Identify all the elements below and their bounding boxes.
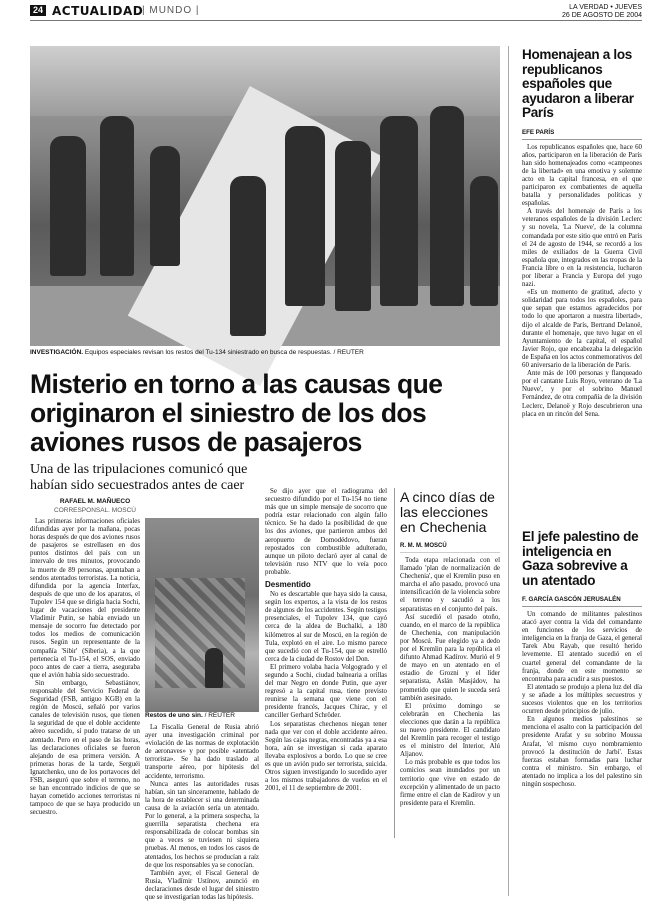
paragraph: No es descartable que haya sido la causa, según los expertos, a la vista de los restos de algunos de los accidentes. Según testigos presenciales, el Tupolev 134, que cayó cerca de la aldea de Buchalki, a 180 kilómetros al sur de Moscú, en la región de Tula, explotó en el aire. Lo mismo parece que sucedió con el Tu-154, que se estrelló cerca de la ciudad de Rostov del Don. bbox=[265, 591, 387, 663]
wreckage-photo bbox=[145, 518, 259, 712]
paragraph: Lo más probable es que todos los comicios sean inundados por un territorio que vive en estado de excepción y alimentado de un pacto firme entre el clan de Kadírov y un presidente para el Kremlin. bbox=[400, 759, 500, 807]
side-story-1-byline: EFE PARÍS bbox=[522, 129, 642, 140]
paragraph: La Fiscalía General de Rusia abrió ayer una investigación criminal por «violación de las normas de explotación de aeronaves» y por posible «atentado terrorista». Se ha dado traslado al transporte aéreo, por hipótesis del accidente, terrorismo. bbox=[145, 724, 259, 780]
side-story-2 bbox=[522, 530, 642, 911]
paragraph: En algunos medios palestinos se menciona el asalto con la participación del presidente Arafat y su sobrino Moussa Arafat, 'el mismo cuyo nombramiento provocó la destitución de Jarbi'. Estas fuerzas estaban formadas para luchar contra el ministro. Sin embargo, el atentado no implica a los del palestino sin ningún sospechoso. bbox=[522, 716, 642, 788]
paragraph: Toda etapa relacionada con el llamado 'plan de normalización de Chechenia', que el Kremlin puso en marcha el año pasado, provocó una intensificación de la violencia sobre el terreno y sacudió a los separatistas en el conjunto del país. bbox=[400, 557, 500, 613]
side-story-1-title: Homenajean a los republicanos españoles que ayudaron a liberar París bbox=[522, 47, 634, 120]
caption-credit: / REUTER bbox=[202, 712, 235, 719]
sidebar-box-chechenia bbox=[394, 488, 500, 838]
subhead-desmentido: Desmentido bbox=[265, 580, 311, 590]
wreckage-photo-caption bbox=[145, 712, 259, 719]
paragraph: Los separatistas chechenos niegan tener nada que ver con el doble accidente aéreo. Según las cajas negras, encontradas ya a esa hora, aún se investigan si cada aparato llevaba explosivos a bordo. Lo que se cree es que un avión pudo ser terrorista, suicida. Otros siguen investigando lo sucedido ayer a los mismos trabajadores de vuelos en el 2001, el 11 de septiembre de 2001. bbox=[265, 720, 387, 793]
page-number: 24 bbox=[30, 5, 46, 16]
side-story-2-title: El jefe palestino de inteligencia en Gaza sobrevive a un atentado bbox=[522, 529, 639, 588]
main-photo bbox=[30, 46, 500, 346]
article-column-1 bbox=[30, 518, 140, 896]
article-column-2 bbox=[145, 724, 259, 901]
byline: RAFAEL M. MAÑUECO bbox=[59, 498, 131, 505]
masthead bbox=[30, 4, 642, 18]
side-story-2-byline: F. GARCÍA GASCÓN JERUSALÉN bbox=[522, 596, 642, 607]
paragraph: El primero volaba hacia Volgogrado y el segundo a Sochi, ciudad balnearia a orillas del mar Negro en donde Putin, que ayer regresó a la capital rusa, tiene previsto reunirse la semana que viene con el presidente francés, Jacques Chirac, y el canciller Gerhard Schröder. bbox=[265, 663, 387, 720]
paragraph: El próximo domingo se celebrarán en Chechenia las elecciones que darán a la república su nuevo presidente. El candidato del Kremlin para recoger el testigo es el ministro del Interior, Alú Aljanov. bbox=[400, 702, 500, 759]
paragraph: Los republicanos españoles que, hace 60 años, participaron en la liberación de París han sido homenajeados como «campeones de la libertad» en una emotiva y solemne acto en la capital francesa, en el que participaron ex combatientes de aquella batalla y personalidades políticas y españolas. bbox=[522, 143, 642, 208]
paper-info bbox=[562, 4, 642, 20]
subsection-title: | MUNDO | bbox=[142, 5, 200, 16]
paragraph: Nunca antes las autoridades rusas habían, sin tan sinceramente, hablado de la hora de establecer si una determinada causa de la aviación sería un atentado. Por lo general, a la primera sospecha, la guerrilla separatista chechena era responsabilizada de colocar bombas sin que a veces se tuviesen ni siquiera pruebas. Al menos, en todos los casos de atentados, los hechos se producían a raíz de que los responsables ya se conocían. bbox=[145, 780, 259, 869]
deck: Una de las tripulaciones comunicó que habían sido secuestrados antes de caer bbox=[30, 462, 248, 493]
section-title: ACTUALIDAD bbox=[52, 4, 144, 18]
side-story-2-body bbox=[522, 611, 642, 911]
paragraph: A través del homenaje de París a los veteranos españoles de la división Leclerc y su novela, 'La Nueve', de la columna comandada por este sitio que entró en París el 24 de agosto de 1944, se recordó a los miles de exiliados de la Guerra Civil española que, integrados en las tropas de la Francia libre o en la resistencia, lucharon por liberar a Francia y Europa del yugo nazi. bbox=[522, 208, 642, 289]
article-column-3 bbox=[265, 488, 387, 896]
side-story-1 bbox=[522, 48, 642, 544]
paper-name: LA VERDAD • JUEVES bbox=[569, 4, 642, 11]
paragraph: Las primeras informaciones oficiales difundidas ayer por la mañana, pocas horas después de que dos aviones rusos de pasajeros se estrellasen en dos puntos distintos del país con un intervalo de tres minutos, provocando la muerte de 89 personas, apuntaban a sendos atentados terroristas. La noticia, difundida por la agencia Interfax, después de que uno de los aparatos, el Tupolev 154 que se dirigía hacia Sochi, lugar de vacaciones del presidente Vladímir Putin, se había enviado un mensaje de socorro fue detectado por todos los medios de comunicación rusos. Según un representante de la compañía 'Sibir' (Siberia), a la que pertenecía el Tu-154, el SOS, enviado poco antes de caer a tierra, aseguraba que el avión había sido secuestrado. bbox=[30, 518, 140, 679]
paragraph: Se dijo ayer que el radiograma del secuestro difundido por el Tu-154 no tiene más que un simple mensaje de socorro que podría estar relacionado con algún fallo técnico. Se ha dado la posibilidad de que los dos aviones, que partieron ambos del aeropuerto de Domodédovo, fueran repostados con combustible adulterado, aunque un piloto declaró ayer al canal de televisión ruso NTV que lo veía poco probable. bbox=[265, 488, 387, 576]
column-divider bbox=[508, 46, 509, 896]
main-photo-caption bbox=[30, 349, 500, 357]
caption-credit: / REUTER bbox=[331, 349, 364, 356]
headline: Misterio en torno a las causas que originaron el siniestro de los dos aviones rusos de pasajeros bbox=[30, 369, 443, 457]
box-byline: R. M. M. MOSCÚ bbox=[400, 543, 500, 553]
top-rule bbox=[30, 20, 642, 21]
paragraph: «Es un momento de gratitud, afecto y solidaridad para todos los españoles, para que sepan que estamos agradecidos por todo lo que aportaron a nuestra libertad», dijo el alcalde de París, Bertrand Delanoë, durante el homenaje, que tuvo lugar en el Ayuntamiento de la capital, el español Javier Rojo, que encabezaba la delegación de España en los actos conmemorativos del 60 aniversario de la liberación de París. bbox=[522, 289, 642, 370]
byline-sub: CORRESPONSAL. MOSCÚ bbox=[54, 507, 136, 514]
paragraph: Un comando de militantes palestinos atacó ayer contra la vida del comandante en funciones de los servicios de inteligencia en la franja de Gaza, el general Tarek Abu Rayab, que resultó herido levemente. El atentado sucedió en el cuartel general del comandante de la franja, donde en este momento se encontraba para acudir a sus puestos. bbox=[522, 611, 642, 683]
box-title: A cinco días de las elecciones en Chechenia bbox=[400, 489, 495, 535]
side-story-1-body bbox=[522, 144, 642, 544]
paragraph: Así sucedió el pasado otoño, cuando, en el marco de la república de Chechenia, con manipulación por Moscú. Fue elegido ya a dedo por el Kremlin para la república el difunto Ahmad Kadírov. Murió el 9 de mayo en un atentado en el estadio de Grozni y el líder separatista, Aslán Masjádov, ha prometido que quien le suceda será también asesinado. bbox=[400, 613, 500, 702]
caption-label: INVESTIGACIÓN. bbox=[30, 349, 84, 356]
caption-text: Equipos especiales revisan los restos del Tu-134 siniestrado en busca de respuestas. bbox=[83, 349, 332, 356]
paragraph: Ante más de 100 personas y flanqueado por el cantante Luis Royo, veterano de 'La Nueve', y por el sobrino Manuel Fernández, de otra compañía de la división Leclerc, Delanoë y Rojo descubrieron una placa en un rincón del Sena. bbox=[522, 370, 642, 418]
paragraph: Sin embargo, Sebastiánov, responsable del Servicio Federal de Seguridad (FSB, antiguo KGB) en la región de Moscú, señaló por varios canales de televisión rusos, que tienen la seguridad de que el doble accidente aéreo sucedido, sí pudo tratarse de un atentado. Pero en el paso de las horas, las declaraciones oficiales se fueron alejando de esa primera versión. A primeras horas de la tarde, Serguéi Ignatchenko, uno de los portavoces del FSB, aseguró que sobre el terreno, no se han encontrado indicios de que se hayan cometido acciones terroristas ni tampoco de que se haya producido un secuestro. bbox=[30, 679, 140, 817]
box-body bbox=[400, 557, 500, 837]
paragraph: También ayer, el Fiscal General de Rusia, Vladímir Ustínov, anunció en declaraciones desde el lugar del siniestro que se investigarían todas las hipótesis. bbox=[145, 869, 259, 901]
paragraph: El atentado se produjo a plena luz del día y se añade a los múltiples secuestros y sucesos violentos que en los territorios ocurren desde principios de julio. bbox=[522, 683, 642, 716]
issue-date: 26 DE AGOSTO DE 2004 bbox=[561, 12, 642, 19]
caption-label: Restos de uno sin. bbox=[145, 712, 203, 719]
